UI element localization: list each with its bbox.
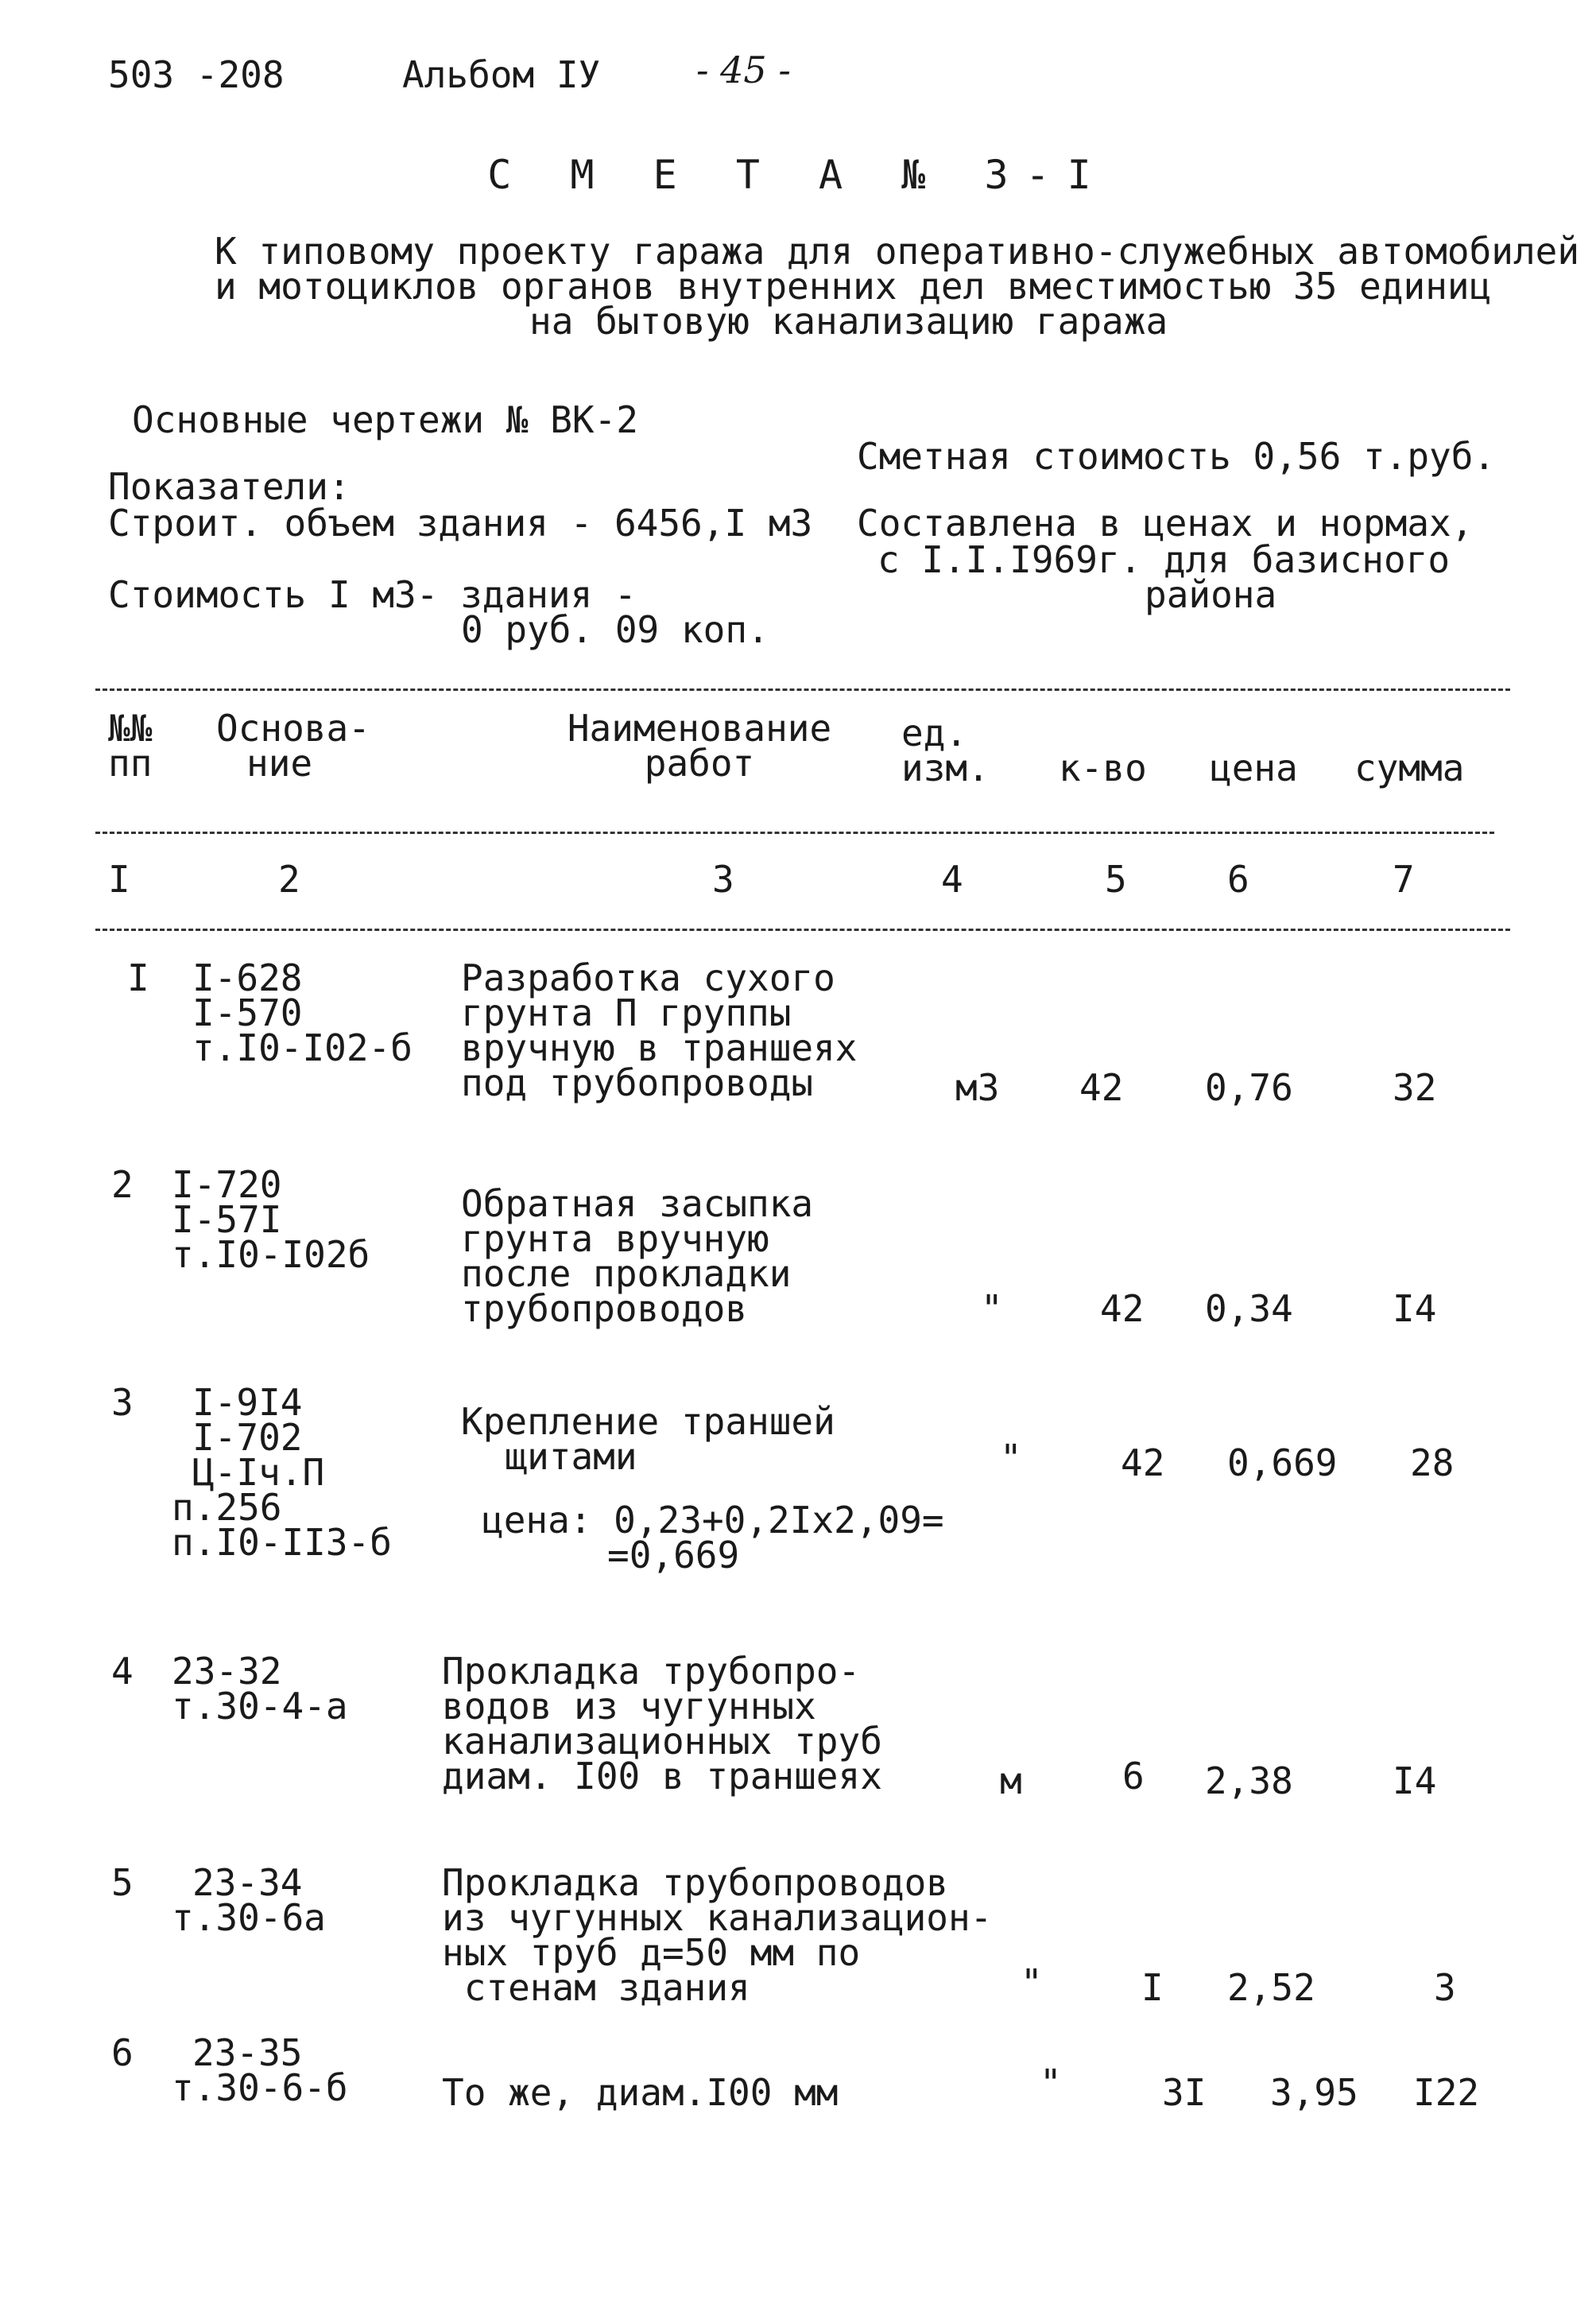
row-sum: 32 bbox=[1393, 1066, 1437, 1109]
column-numbers-rule bbox=[95, 929, 1510, 931]
row-num: 3 bbox=[111, 1381, 134, 1424]
page-number: - 45 - bbox=[696, 48, 791, 91]
album-label: Альбом IУ bbox=[402, 53, 601, 96]
row-qty: 42 bbox=[1100, 1287, 1145, 1330]
row-unit: " bbox=[1040, 2061, 1062, 2104]
row-name: грунта вручную bbox=[461, 1217, 769, 1260]
row-name: То же, диам.I00 мм bbox=[442, 2071, 839, 2114]
header-price: цена bbox=[1210, 747, 1298, 789]
subtitle-line-2: и мотоциклов органов внутренних дел вместимостью 35 единиц bbox=[215, 265, 1492, 308]
col-num-7: 7 bbox=[1393, 858, 1415, 901]
row-qty: 3I bbox=[1162, 2071, 1207, 2114]
header-basis-2: ние bbox=[246, 742, 313, 785]
header-rule bbox=[95, 832, 1494, 834]
row-basis: I-702 bbox=[192, 1416, 303, 1459]
row-qty: I bbox=[1141, 1966, 1164, 2009]
row-num: 2 bbox=[111, 1163, 134, 1206]
row-unit: " bbox=[981, 1287, 1003, 1330]
col-num-5: 5 bbox=[1105, 858, 1127, 901]
row-unit: " bbox=[1021, 1961, 1043, 2004]
row-basis: п.I0-II3-б bbox=[172, 1521, 392, 1564]
row-name: трубопроводов bbox=[461, 1287, 748, 1330]
row-name: Обратная засыпка bbox=[461, 1182, 814, 1225]
row-basis: п.256 bbox=[172, 1486, 282, 1529]
row-num: I bbox=[127, 956, 149, 999]
indicators-label: Показатели: bbox=[108, 465, 351, 508]
row-basis: 23-34 bbox=[192, 1861, 303, 1904]
row-qty: 42 bbox=[1079, 1066, 1124, 1109]
row-sum: I4 bbox=[1393, 1287, 1437, 1330]
row-price: 3,95 bbox=[1270, 2071, 1358, 2114]
header-num-1: №№ bbox=[108, 707, 153, 750]
row-note: цена: 0,23+0,2Iх2,09= bbox=[482, 1499, 944, 1542]
row-name: грунта П группы bbox=[461, 991, 792, 1034]
col-num-6: 6 bbox=[1227, 858, 1249, 901]
row-name: щитами bbox=[461, 1435, 637, 1478]
header-name-2: работ bbox=[644, 742, 755, 785]
col-num-3: 3 bbox=[712, 858, 734, 901]
col-num-2: 2 bbox=[278, 858, 300, 901]
document-title: С М Е Т А № 3-I bbox=[487, 152, 1109, 198]
main-drawings: Основные чертежи № ВК-2 bbox=[132, 398, 638, 441]
row-price: 0,76 bbox=[1205, 1066, 1293, 1109]
row-name: вручную в траншеях bbox=[461, 1026, 858, 1069]
row-name: под трубопроводы bbox=[461, 1061, 814, 1104]
row-sum: I22 bbox=[1413, 2071, 1480, 2114]
row-price: 0,669 bbox=[1227, 1441, 1338, 1484]
row-price: 0,34 bbox=[1205, 1287, 1293, 1330]
col-num-4: 4 bbox=[941, 858, 963, 901]
row-basis: т.I0-I02-б bbox=[192, 1026, 413, 1069]
subtitle-line-3: на бытовую канализацию гаража bbox=[529, 300, 1168, 343]
row-sum: I4 bbox=[1393, 1759, 1437, 1802]
row-basis: т.30-4-а bbox=[172, 1685, 348, 1728]
row-name: из чугунных канализацион- bbox=[442, 1896, 993, 1939]
row-name: ных труб д=50 мм по bbox=[442, 1931, 861, 1974]
cost-per-m3-label: Стоимость I м3- здания - bbox=[108, 573, 637, 616]
subtitle-line-1: К типовому проекту гаража для оперативно-служебных автомобилей bbox=[215, 230, 1580, 273]
row-basis: I-570 bbox=[192, 991, 303, 1034]
row-num: 6 bbox=[111, 2031, 134, 2074]
row-price: 2,52 bbox=[1227, 1966, 1315, 2009]
header-num-2: пп bbox=[108, 742, 153, 785]
row-basis: Ц-Iч.П bbox=[192, 1451, 325, 1494]
row-name: канализационных труб bbox=[442, 1720, 882, 1763]
row-name: Прокладка трубопроводов bbox=[442, 1861, 948, 1904]
row-basis: 23-32 bbox=[172, 1650, 282, 1693]
row-name: водов из чугунных bbox=[442, 1685, 816, 1728]
row-basis: I-9I4 bbox=[192, 1381, 303, 1424]
row-sum: 28 bbox=[1410, 1441, 1455, 1484]
row-basis: 23-35 bbox=[192, 2031, 303, 2074]
row-unit: м3 bbox=[955, 1066, 1000, 1109]
row-basis: I-628 bbox=[192, 956, 303, 999]
prices-line-2: с I.I.I969г. для базисного bbox=[877, 538, 1451, 581]
row-note: =0,669 bbox=[607, 1534, 740, 1577]
row-basis: I-57I bbox=[172, 1198, 282, 1241]
building-volume: Строит. объем здания - 6456,I м3 bbox=[108, 502, 813, 545]
prices-line-3: района bbox=[1145, 573, 1277, 616]
header-unit-1: ед. bbox=[901, 712, 968, 754]
row-sum: 3 bbox=[1434, 1966, 1456, 2009]
row-basis: т.30-6-б bbox=[172, 2066, 348, 2109]
row-name: Прокладка трубопро- bbox=[442, 1650, 861, 1693]
row-name: стенам здания bbox=[442, 1966, 750, 2009]
estimated-cost: Сметная стоимость 0,56 т.руб. bbox=[857, 435, 1496, 478]
row-num: 5 bbox=[111, 1861, 134, 1904]
row-num: 4 bbox=[111, 1650, 134, 1693]
row-basis: I-720 bbox=[172, 1163, 282, 1206]
row-unit: м bbox=[1000, 1759, 1022, 1802]
col-num-1: I bbox=[108, 858, 130, 901]
row-name: Разработка сухого bbox=[461, 956, 835, 999]
row-basis: т.30-6а bbox=[172, 1896, 326, 1939]
row-name: Крепление траншей bbox=[461, 1400, 835, 1443]
row-qty: 42 bbox=[1121, 1441, 1165, 1484]
row-name: диам. I00 в траншеях bbox=[442, 1755, 882, 1798]
header-name-1: Наименование bbox=[567, 707, 832, 750]
header-unit-2: изм. bbox=[901, 747, 990, 789]
row-name: после прокладки bbox=[461, 1252, 792, 1295]
header-qty: к-во bbox=[1059, 747, 1147, 789]
row-basis: т.I0-I02б bbox=[172, 1233, 370, 1276]
header-basis-1: Основа- bbox=[216, 707, 370, 750]
cost-per-m3-value: 0 руб. 09 коп. bbox=[461, 608, 769, 651]
table-top-rule bbox=[95, 688, 1510, 691]
header-sum: сумма bbox=[1354, 747, 1465, 789]
series-code: 503 -208 bbox=[108, 53, 285, 96]
row-price: 2,38 bbox=[1205, 1759, 1293, 1802]
row-unit: " bbox=[1000, 1437, 1022, 1480]
prices-line-1: Составлена в ценах и нормах, bbox=[857, 502, 1474, 545]
row-qty: 6 bbox=[1122, 1755, 1145, 1798]
